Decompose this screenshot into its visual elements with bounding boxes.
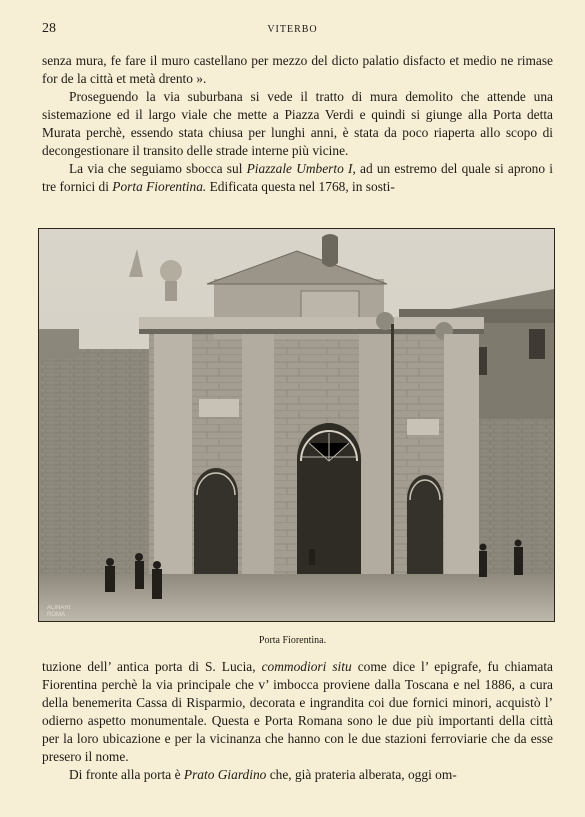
photo-figure [38,228,555,622]
left-side-arch [194,468,238,584]
text-block-bottom [42,658,553,784]
paragraph-3-text-c: Edificata questa nel 1768, in sosti- [206,179,395,194]
paragraph-1: senza mura, fe fare il muro castellano per mezzo del dicto palatio disfacto et medio ne rimase for de la città et metà drento ». [42,53,553,86]
photo-credit [47,605,70,619]
porta-fiorentina-photo [39,229,554,621]
photo-credit-line-2: ROMA [47,612,65,618]
paragraph-4-text-b: come dice l’ epigrafe, fu chiamata Fiorentina perchè la via principale che v’ imbocca proviene dalla Toscana e nel 1886, a cura della benemerita Cassa di Risparmio, decorata e ingrandita coi due fornici minori, acquistò l’ odierno aspetto monumentale. Questa e Porta Romana sono le due più importanti della città per la loro ubicazione e per la vicinanza che hanno con le due stazioni ferroviarie che da esse presero il nome. [42,659,553,764]
paragraph-4-text-a: tuzione dell’ antica porta di S. Lucia, [42,659,262,674]
coat-of-arms [322,234,338,267]
paragraph-4-italic: commodiori situ [261,659,352,674]
page-number: 28 [42,21,56,36]
figure-caption: Porta Fiorentina. [258,635,327,646]
gate-cornice [139,317,484,329]
paragraph-5-text-a: Di fronte alla porta è [69,767,184,782]
running-head: VITERBO [267,24,318,35]
paragraph-3 [42,160,553,196]
paragraph-2: Proseguendo la via suburbana si vede il tratto di mura demolito che attende una sistemazione ed il largo viale che mette a Piazza Verdi e quindi si giunge alla Porta detta Murata perchè, essendo stata chiusa per lunghi anni, è stata da poco riaperta allo scopo di decongestionare il transito delle strade interne più vicine. [42,89,553,158]
piazzale-ground [39,574,554,621]
paragraph-5-text-b: che, già prateria alberata, oggi om- [266,767,457,782]
paragraph-3-text-a: La via che seguiamo sbocca sul [69,161,247,176]
text-block-top [42,52,553,196]
paragraph-4 [42,658,553,766]
photo-credit-line-1: ALINARI [47,605,71,611]
paragraph-3-italic-b: Porta Fiorentina. [112,179,207,194]
paragraph-3-text-b: ad un estremo del quale si aprono i tre fornici di [42,161,553,194]
paragraph-5-italic: Prato Giardino [183,767,267,782]
paragraph-3-italic-a: Piazzale Umberto I, [246,161,356,176]
left-city-wall [39,349,149,599]
paragraph-5 [42,766,553,784]
